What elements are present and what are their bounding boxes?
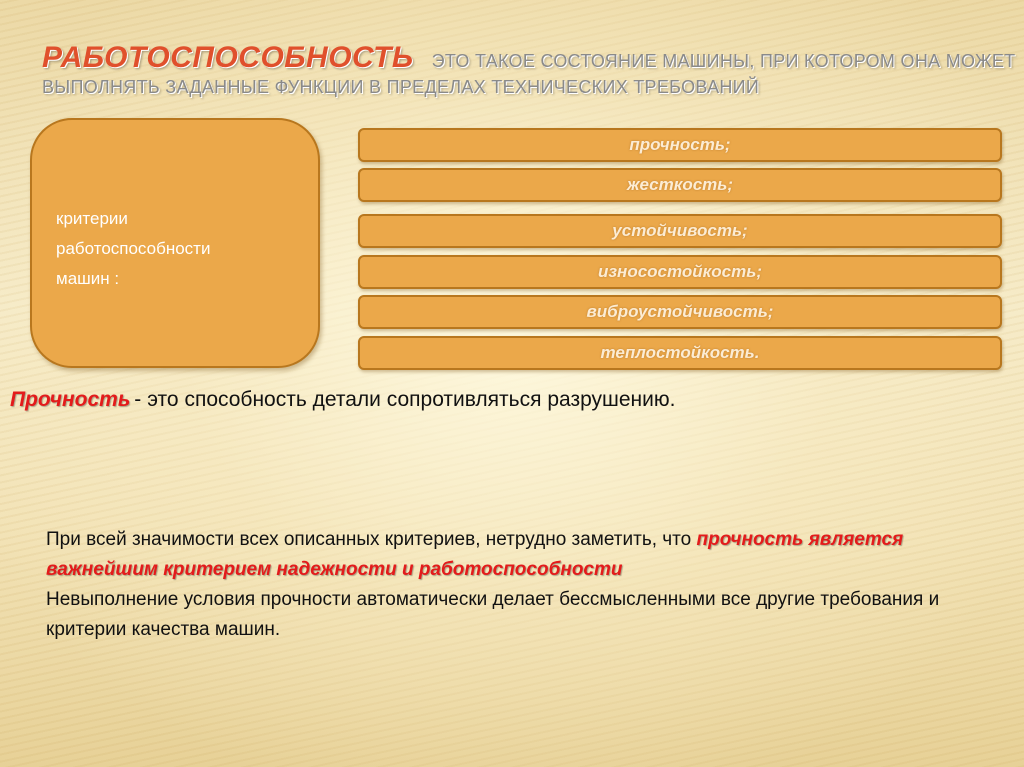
criteria-item-stability xyxy=(358,214,1002,248)
criteria-item-label: износостойкость; xyxy=(598,262,762,281)
paragraph-highlight-strength: прочность xyxy=(696,529,804,550)
title-definition-start: ЭТО ТАКОЕ СОСТОЯНИЕ МАШИНЫ, ПРИ КОТОРОМ ОНА МОЖЕТ xyxy=(431,51,1016,71)
strength-definition xyxy=(10,388,990,412)
definition-term: Прочность xyxy=(10,388,131,411)
criteria-box-line-1: критерии xyxy=(56,209,128,228)
paragraph-highlight-criterion: является важнейшим критерием надежности и работоспособности xyxy=(46,529,904,580)
criteria-item-wear-resistance xyxy=(358,255,1002,289)
criteria-box-line-3: машин : xyxy=(56,269,120,288)
definition-text: это способность детали сопротивляться разрушению. xyxy=(147,388,676,411)
paragraph-conclusion: Невыполнение условия прочности автоматически делает бессмысленными все другие требования и критерии качества машин. xyxy=(46,589,940,640)
criteria-item-label: устойчивость; xyxy=(612,221,748,240)
slide-title xyxy=(42,40,1016,97)
criteria-item-label: прочность; xyxy=(629,135,731,154)
conclusion-paragraph xyxy=(46,525,996,645)
title-main-term: РАБОТОСПОСОБНОСТЬ xyxy=(42,41,414,74)
criteria-item-vibration-resistance xyxy=(358,295,1002,329)
title-line-1 xyxy=(42,40,1016,81)
criteria-item-label: виброустойчивость; xyxy=(586,302,774,321)
definition-separator: - xyxy=(134,388,142,411)
criteria-box-label xyxy=(56,204,306,294)
criteria-item-label: теплостойкость. xyxy=(600,343,760,362)
title-definition-end: ВЫПОЛНЯТЬ ЗАДАННЫЕ ФУНКЦИИ В ПРЕДЕЛАХ ТЕХНИЧЕСКИХ ТРЕБОВАНИЙ xyxy=(42,77,760,97)
paragraph-intro: При всей значимости всех описанных критериев, нетрудно заметить, что xyxy=(46,529,697,550)
criteria-item-stiffness xyxy=(358,168,1002,202)
criteria-box-line-2: работоспособности xyxy=(56,239,211,258)
criteria-item-heat-resistance xyxy=(358,336,1002,370)
criteria-item-label: жесткость; xyxy=(626,175,734,194)
criteria-box xyxy=(30,118,320,368)
criteria-item-strength xyxy=(358,128,1002,162)
